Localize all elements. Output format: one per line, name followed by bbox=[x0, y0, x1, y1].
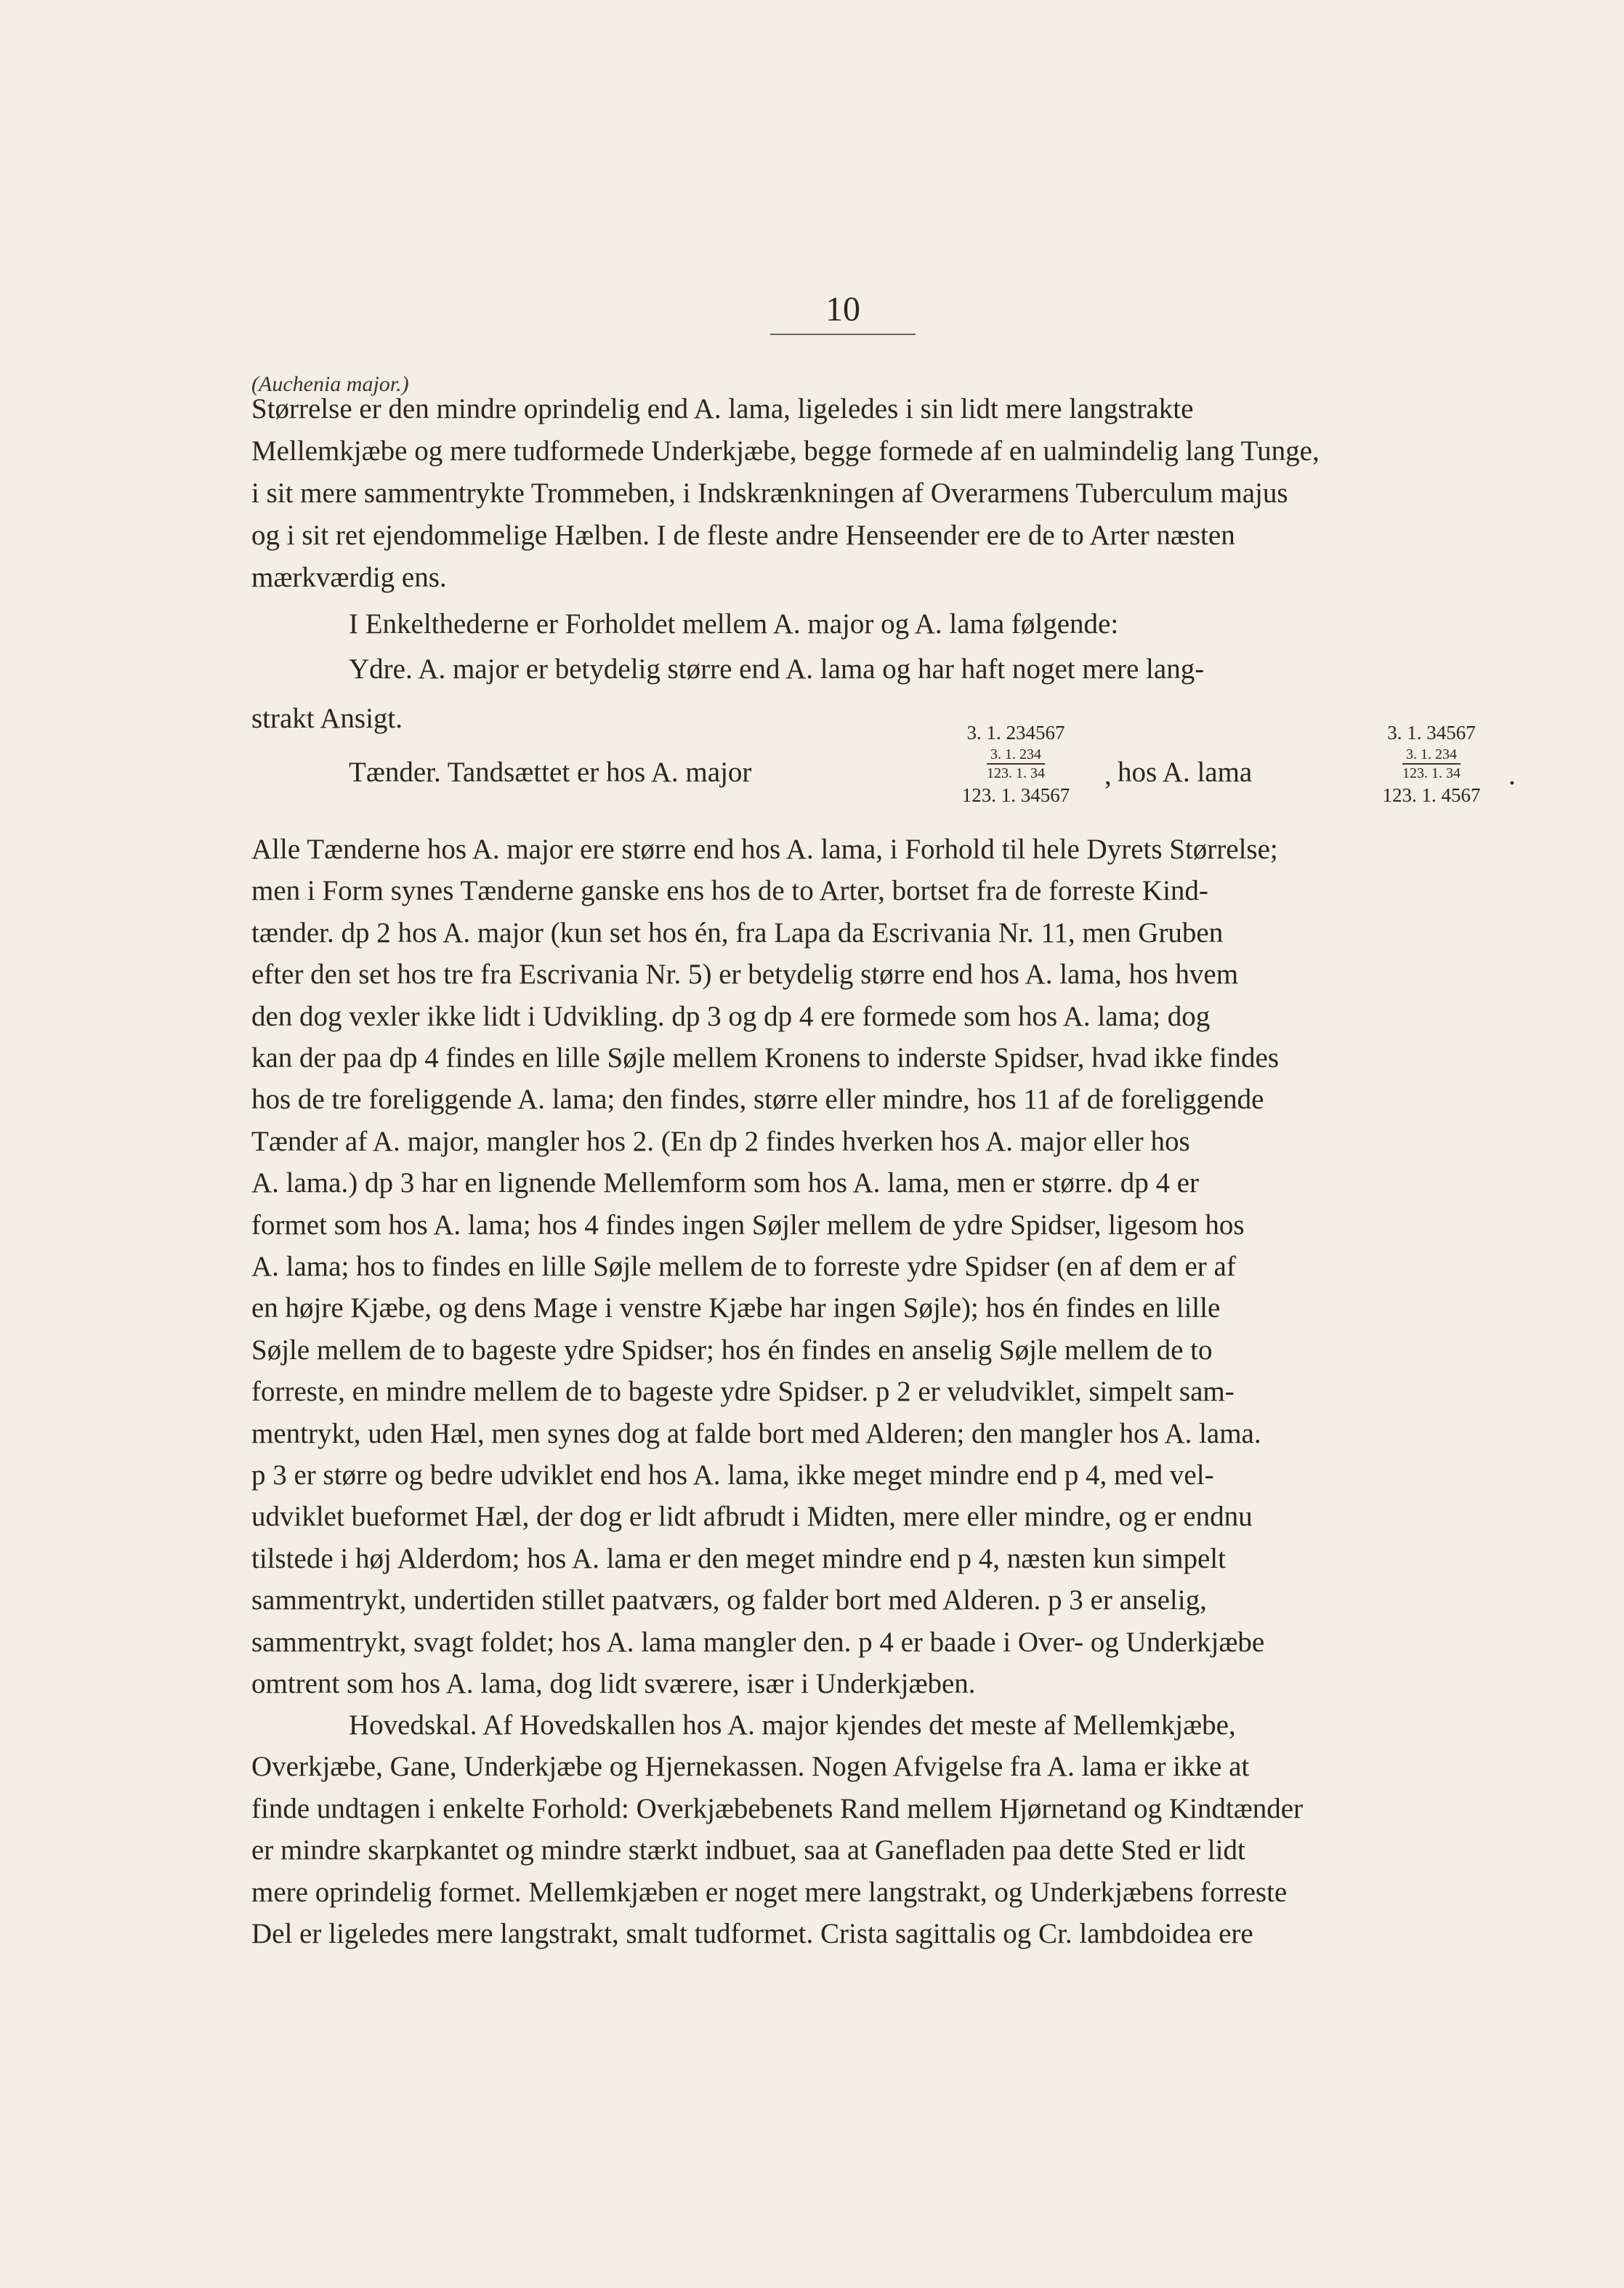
text-line: og i sit ret ejendommelige Hælben. I de fleste andre Henseender ere de to Arter næsten bbox=[251, 520, 1235, 551]
formula-major-top: 3. 1. 234567 bbox=[966, 722, 1065, 744]
formula-lama-mid-den: 123. 1. 34 bbox=[1402, 765, 1461, 781]
text-line: en højre Kjæbe, og dens Mage i venstre Kjæbe har ingen Søjle); hos én findes en lille bbox=[251, 1292, 1221, 1324]
formula-lama-bottom: 123. 1. 4567 bbox=[1382, 784, 1481, 806]
text-line: tilstede i høj Alderdom; hos A. lama er den meget mindre end p 4, næsten kun simpelt bbox=[251, 1543, 1226, 1574]
text-line: Søjle mellem de to bageste ydre Spidser; hos én findes en anselig Søjle mellem de to bbox=[251, 1334, 1213, 1366]
text-line: forreste, en mindre mellem de to bageste ydre Spidser. p 2 er veludviklet, simpelt sam- bbox=[251, 1376, 1235, 1407]
text-line: kan der paa dp 4 findes en lille Søjle mellem Kronens to inderste Spidser, hvad ikke findes bbox=[251, 1042, 1280, 1073]
text-line: den dog vexler ikke lidt i Udvikling. dp 3 og dp 4 ere formede som hos A. lama; dog bbox=[251, 1001, 1211, 1032]
text-line: Tænder af A. major, mangler hos 2. (En dp 2 findes hverken hos A. major eller hos bbox=[251, 1126, 1190, 1157]
text-line: A. lama.) dp 3 har en lignende Mellemform som hos A. lama, men er større. dp 4 er bbox=[251, 1167, 1199, 1199]
text-line: i sit mere sammentrykte Trommeben, i Indskrænkningen af Overarmens Tuberculum majus bbox=[251, 478, 1288, 509]
text-line: formet som hos A. lama; hos 4 findes ingen Søjler mellem de ydre Spidser, ligesom hos bbox=[251, 1209, 1245, 1241]
formula-lama-top: 3. 1. 34567 bbox=[1387, 722, 1476, 744]
formula-major-mid-den: 123. 1. 34 bbox=[987, 765, 1045, 781]
formula-major-mid bbox=[987, 746, 1045, 782]
text-line: Overkjæbe, Gane, Underkjæbe og Hjernekassen. Nogen Afvigelse fra A. lama er ikke at bbox=[251, 1751, 1250, 1782]
dental-formula-lama bbox=[1359, 720, 1504, 808]
text-line: strakt Ansigt. bbox=[251, 703, 403, 734]
dental-formula-hos-lama: hos A. lama bbox=[1118, 757, 1253, 788]
paragraph-ydre: Ydre. A. major er betydelig større end A. lama og har haft noget mere lang- bbox=[349, 653, 1205, 685]
text-line: omtrent som hos A. lama, dog lidt sværere, især i Underkjæben. bbox=[251, 1668, 976, 1699]
running-head: (Auchenia major.) bbox=[251, 372, 409, 396]
text-line: p 3 er større og bedre udviklet end hos A. lama, ikke meget mindre end p 4, med vel- bbox=[251, 1459, 1214, 1491]
text-line: Alle Tænderne hos A. major ere større end hos A. lama, i Forhold til hele Dyrets Størrelse; bbox=[251, 834, 1278, 865]
text-line: Størrelse er den mindre oprindelig end A. lama, ligeledes i sin lidt mere langstrakte bbox=[251, 393, 1194, 424]
text-line: A. lama; hos to findes en lille Søjle mellem de to forreste ydre Spidser (en af dem er af bbox=[251, 1251, 1236, 1282]
formula-dot: . bbox=[1508, 760, 1516, 791]
text-line: Mellemkjæbe og mere tudformede Underkjæbe, begge formede af en ualmindelig lang Tunge, bbox=[251, 435, 1320, 467]
text-line: tænder. dp 2 hos A. major (kun set hos én, fra Lapa da Escrivania Nr. 11, men Gruben bbox=[251, 917, 1224, 948]
text-line: er mindre skarpkantet og mindre stærkt indbuet, saa at Ganefladen paa dette Sted er lidt bbox=[251, 1834, 1245, 1866]
paragraph-relation: I Enkelthederne er Forholdet mellem A. major og A. lama følgende: bbox=[349, 608, 1119, 640]
text-line: udviklet bueformet Hæl, der dog er lidt afbrudt i Midten, mere eller mindre, og er endnu bbox=[251, 1501, 1253, 1532]
dental-formula-label: Tænder. Tandsættet er hos A. major bbox=[349, 757, 752, 788]
formula-major-mid-num: 3. 1. 234 bbox=[987, 746, 1045, 765]
text-line: mærkværdig ens. bbox=[251, 562, 447, 593]
formula-lama-mid bbox=[1402, 746, 1461, 782]
formula-lama-mid-num: 3. 1. 234 bbox=[1402, 746, 1461, 765]
page-number: 10 bbox=[770, 289, 916, 335]
text-line: efter den set hos tre fra Escrivania Nr. 5) er betydelig større end hos A. lama, hos hvem bbox=[251, 959, 1239, 990]
text-line: men i Form synes Tænderne ganske ens hos de to Arter, bortset fra de forreste Kind- bbox=[251, 875, 1208, 906]
text-line: hos de tre foreliggende A. lama; den findes, større eller mindre, hos 11 af de foreliggende bbox=[251, 1084, 1264, 1115]
formula-major-bottom: 123. 1. 34567 bbox=[961, 784, 1070, 806]
dental-formula bbox=[247, 720, 1516, 821]
text-line: mentrykt, uden Hæl, men synes dog at falde bort med Alderen; den mangler hos A. lama. bbox=[251, 1418, 1261, 1449]
text-line: finde undtagen i enkelte Forhold: Overkjæbebenets Rand mellem Hjørnetand og Kindtænder bbox=[251, 1793, 1303, 1824]
text-line: mere oprindelig formet. Mellemkjæben er noget mere langstrakt, og Underkjæbens forreste bbox=[251, 1877, 1288, 1908]
paragraph-hovedskal: Hovedskal. Af Hovedskallen hos A. major kjendes det meste af Mellemkjæbe, bbox=[349, 1709, 1236, 1741]
text-line: Del er ligeledes mere langstrakt, smalt tudformet. Crista sagittalis og Cr. lambdoidea ere bbox=[251, 1918, 1253, 1949]
formula-comma: , bbox=[1104, 760, 1112, 791]
text-line: sammentrykt, undertiden stillet paatværs, og falder bort med Alderen. p 3 er anselig, bbox=[251, 1584, 1207, 1616]
dental-formula-major bbox=[929, 720, 1103, 808]
text-line: sammentrykt, svagt foldet; hos A. lama mangler den. p 4 er baade i Over- og Underkjæbe bbox=[251, 1627, 1265, 1658]
